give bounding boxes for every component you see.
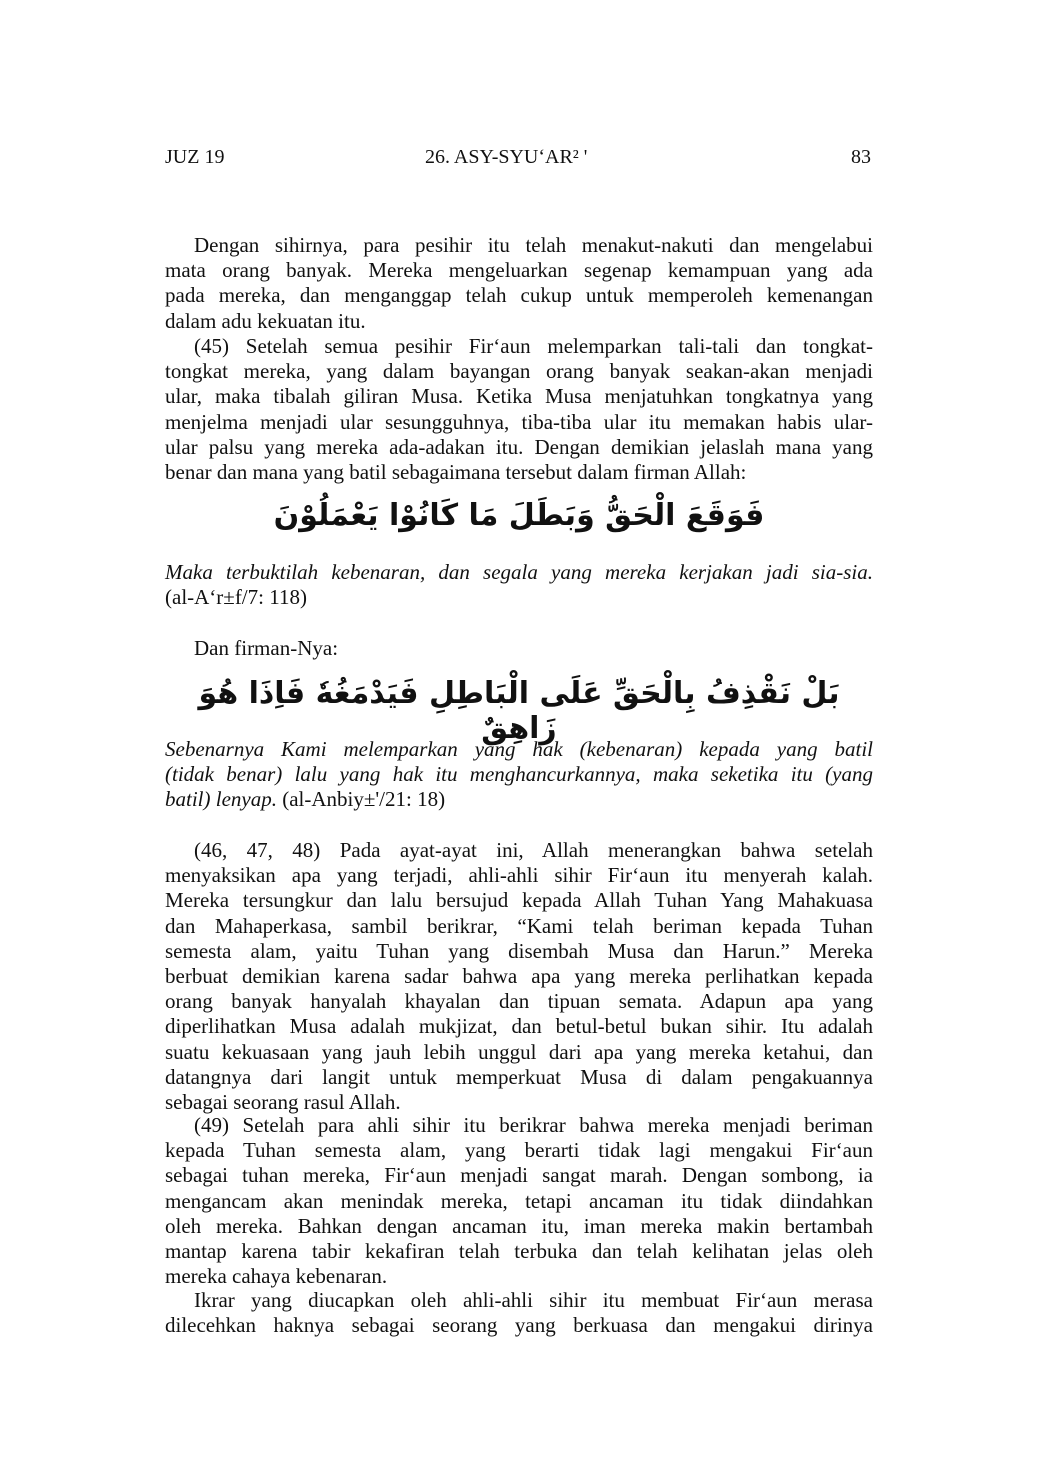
verse-translation	[165, 737, 873, 813]
running-header-surah: 26. ASY-SYU‘AR² '	[425, 146, 588, 168]
text-line: orang banyak hanyalah khayalan dan tipuan semata. Adapun apa yang	[165, 989, 873, 1014]
text-line: Dengan sihirnya, para pesihir itu telah menakut-nakuti dan mengelabui	[194, 233, 873, 257]
text-line: ular palsu yang mereka ada-adakan itu. Dengan demikian jelaslah mana yang	[165, 434, 873, 459]
text-line: Mereka tersungkur dan lalu bersujud kepada Allah Tuhan Yang Mahakuasa	[165, 888, 873, 913]
page-number: 83	[851, 146, 871, 168]
translation-line: Sebenarnya Kami melemparkan yang hak (kebenaran) kepada yang batil	[165, 737, 873, 761]
text-line: pada mereka, dan menganggap telah cukup untuk memperoleh kemenangan	[165, 283, 873, 308]
text-line: mata orang banyak. Mereka mengeluarkan segenap kemampuan yang ada	[165, 258, 873, 283]
text-line: mantap karena tabir kekafiran telah terbuka dan telah kelihatan jelas oleh	[165, 1238, 873, 1263]
text-line: menyaksikan apa yang terjadi, ahli-ahli sihir Fir‘aun itu menyerah kalah.	[165, 863, 873, 888]
verse-reference: (al-Anbiy±'/21: 18)	[276, 787, 446, 812]
text-line: mereka cahaya kebenaran.	[165, 1264, 388, 1289]
paragraph	[165, 1113, 873, 1289]
intro-text: Dan firman-Nya:	[194, 636, 339, 660]
paragraph	[165, 838, 873, 1115]
text-line: dan Mahaperkasa, sambil berikrar, “Kami telah beriman kepada Tuhan	[165, 913, 873, 938]
text-line: ular, maka tibalah giliran Musa. Ketika Musa menjatuhkan tongkatnya yang	[165, 384, 873, 409]
verse-translation	[165, 560, 873, 610]
text-line: dilecehkan haknya sebagai seorang yang berkuasa dan mengakui dirinya	[165, 1313, 873, 1338]
text-line: sebagai tuhan mereka, Fir‘aun menjadi sangat marah. Dengan sombong, ia	[165, 1163, 873, 1188]
text-line: berbuat demikian karena sadar bahwa apa yang mereka perlihatkan kepada	[165, 963, 873, 988]
text-line: sebagai seorang rasul Allah.	[165, 1089, 401, 1114]
text-line: suatu kekuasaan yang jauh lebih unggul dari apa yang mereka ketahui, dan	[165, 1039, 873, 1064]
text-line: mengancam akan menindak mereka, tetapi ancaman itu tidak diindahkan	[165, 1188, 873, 1213]
translation-line: batil) lenyap.	[165, 787, 277, 812]
text-line: menjelma menjadi ular sesungguhnya, tiba-tiba ular itu memakan habis ular-	[165, 409, 873, 434]
text-line: dalam adu kekuatan itu.	[165, 308, 366, 333]
text-line: semesta alam, yaitu Tuhan yang disembah Musa dan Harun.” Mereka	[165, 938, 873, 963]
text-line: diperlihatkan Musa adalah mukjizat, dan betul-betul bukan sihir. Itu adalah	[165, 1014, 873, 1039]
text-line: (46, 47, 48) Pada ayat-ayat ini, Allah menerangkan bahwa setelah	[194, 838, 873, 862]
text-line: (45) Setelah semua pesihir Fir‘aun melemparkan tali-tali dan tongkat-	[194, 334, 873, 358]
translation-line: (tidak benar) lalu yang hak itu menghancurkannya, maka seketika itu (yang	[165, 762, 873, 787]
text-line: oleh mereka. Bahkan dengan ancaman itu, iman mereka makin bertambah	[165, 1213, 873, 1238]
verse-reference: (al-A‘r±f/7: 118)	[165, 585, 307, 610]
running-header-juz: JUZ 19	[165, 146, 225, 168]
arabic-verse: بَلْ نَقْذِفُ بِالْحَقِّ عَلَى الْبَاطِلِ فَيَدْمَغُهٗ فَاِذَا هُوَ زَاهِقٌ	[198, 676, 840, 746]
text-line: (49) Setelah para ahli sihir itu berikrar bahwa mereka menjadi beriman	[194, 1113, 873, 1137]
text-line: benar dan mana yang batil sebagaimana tersebut dalam firman Allah:	[165, 459, 747, 484]
text-line: tongkat mereka, yang dalam bayangan orang banyak seakan-akan menjadi	[165, 359, 873, 384]
paragraph	[165, 334, 873, 485]
arabic-verse: فَوَقَعَ الْحَقُّ وَبَطَلَ مَا كَانُوْا يَعْمَلُوْنَ	[273, 498, 765, 533]
text-line: datangnya dari langit untuk memperkuat Musa di dalam pengakuannya	[165, 1064, 873, 1089]
text-line: Ikrar yang diucapkan oleh ahli-ahli sihir itu membuat Fir‘aun merasa	[194, 1288, 873, 1312]
text-line: kepada Tuhan semesta alam, yang berarti tidak lagi mengakui Fir‘aun	[165, 1138, 873, 1163]
paragraph	[165, 1288, 873, 1338]
paragraph	[165, 233, 873, 334]
translation-text: Maka terbuktilah kebenaran, dan segala yang mereka kerjakan jadi sia-sia.	[165, 560, 873, 584]
